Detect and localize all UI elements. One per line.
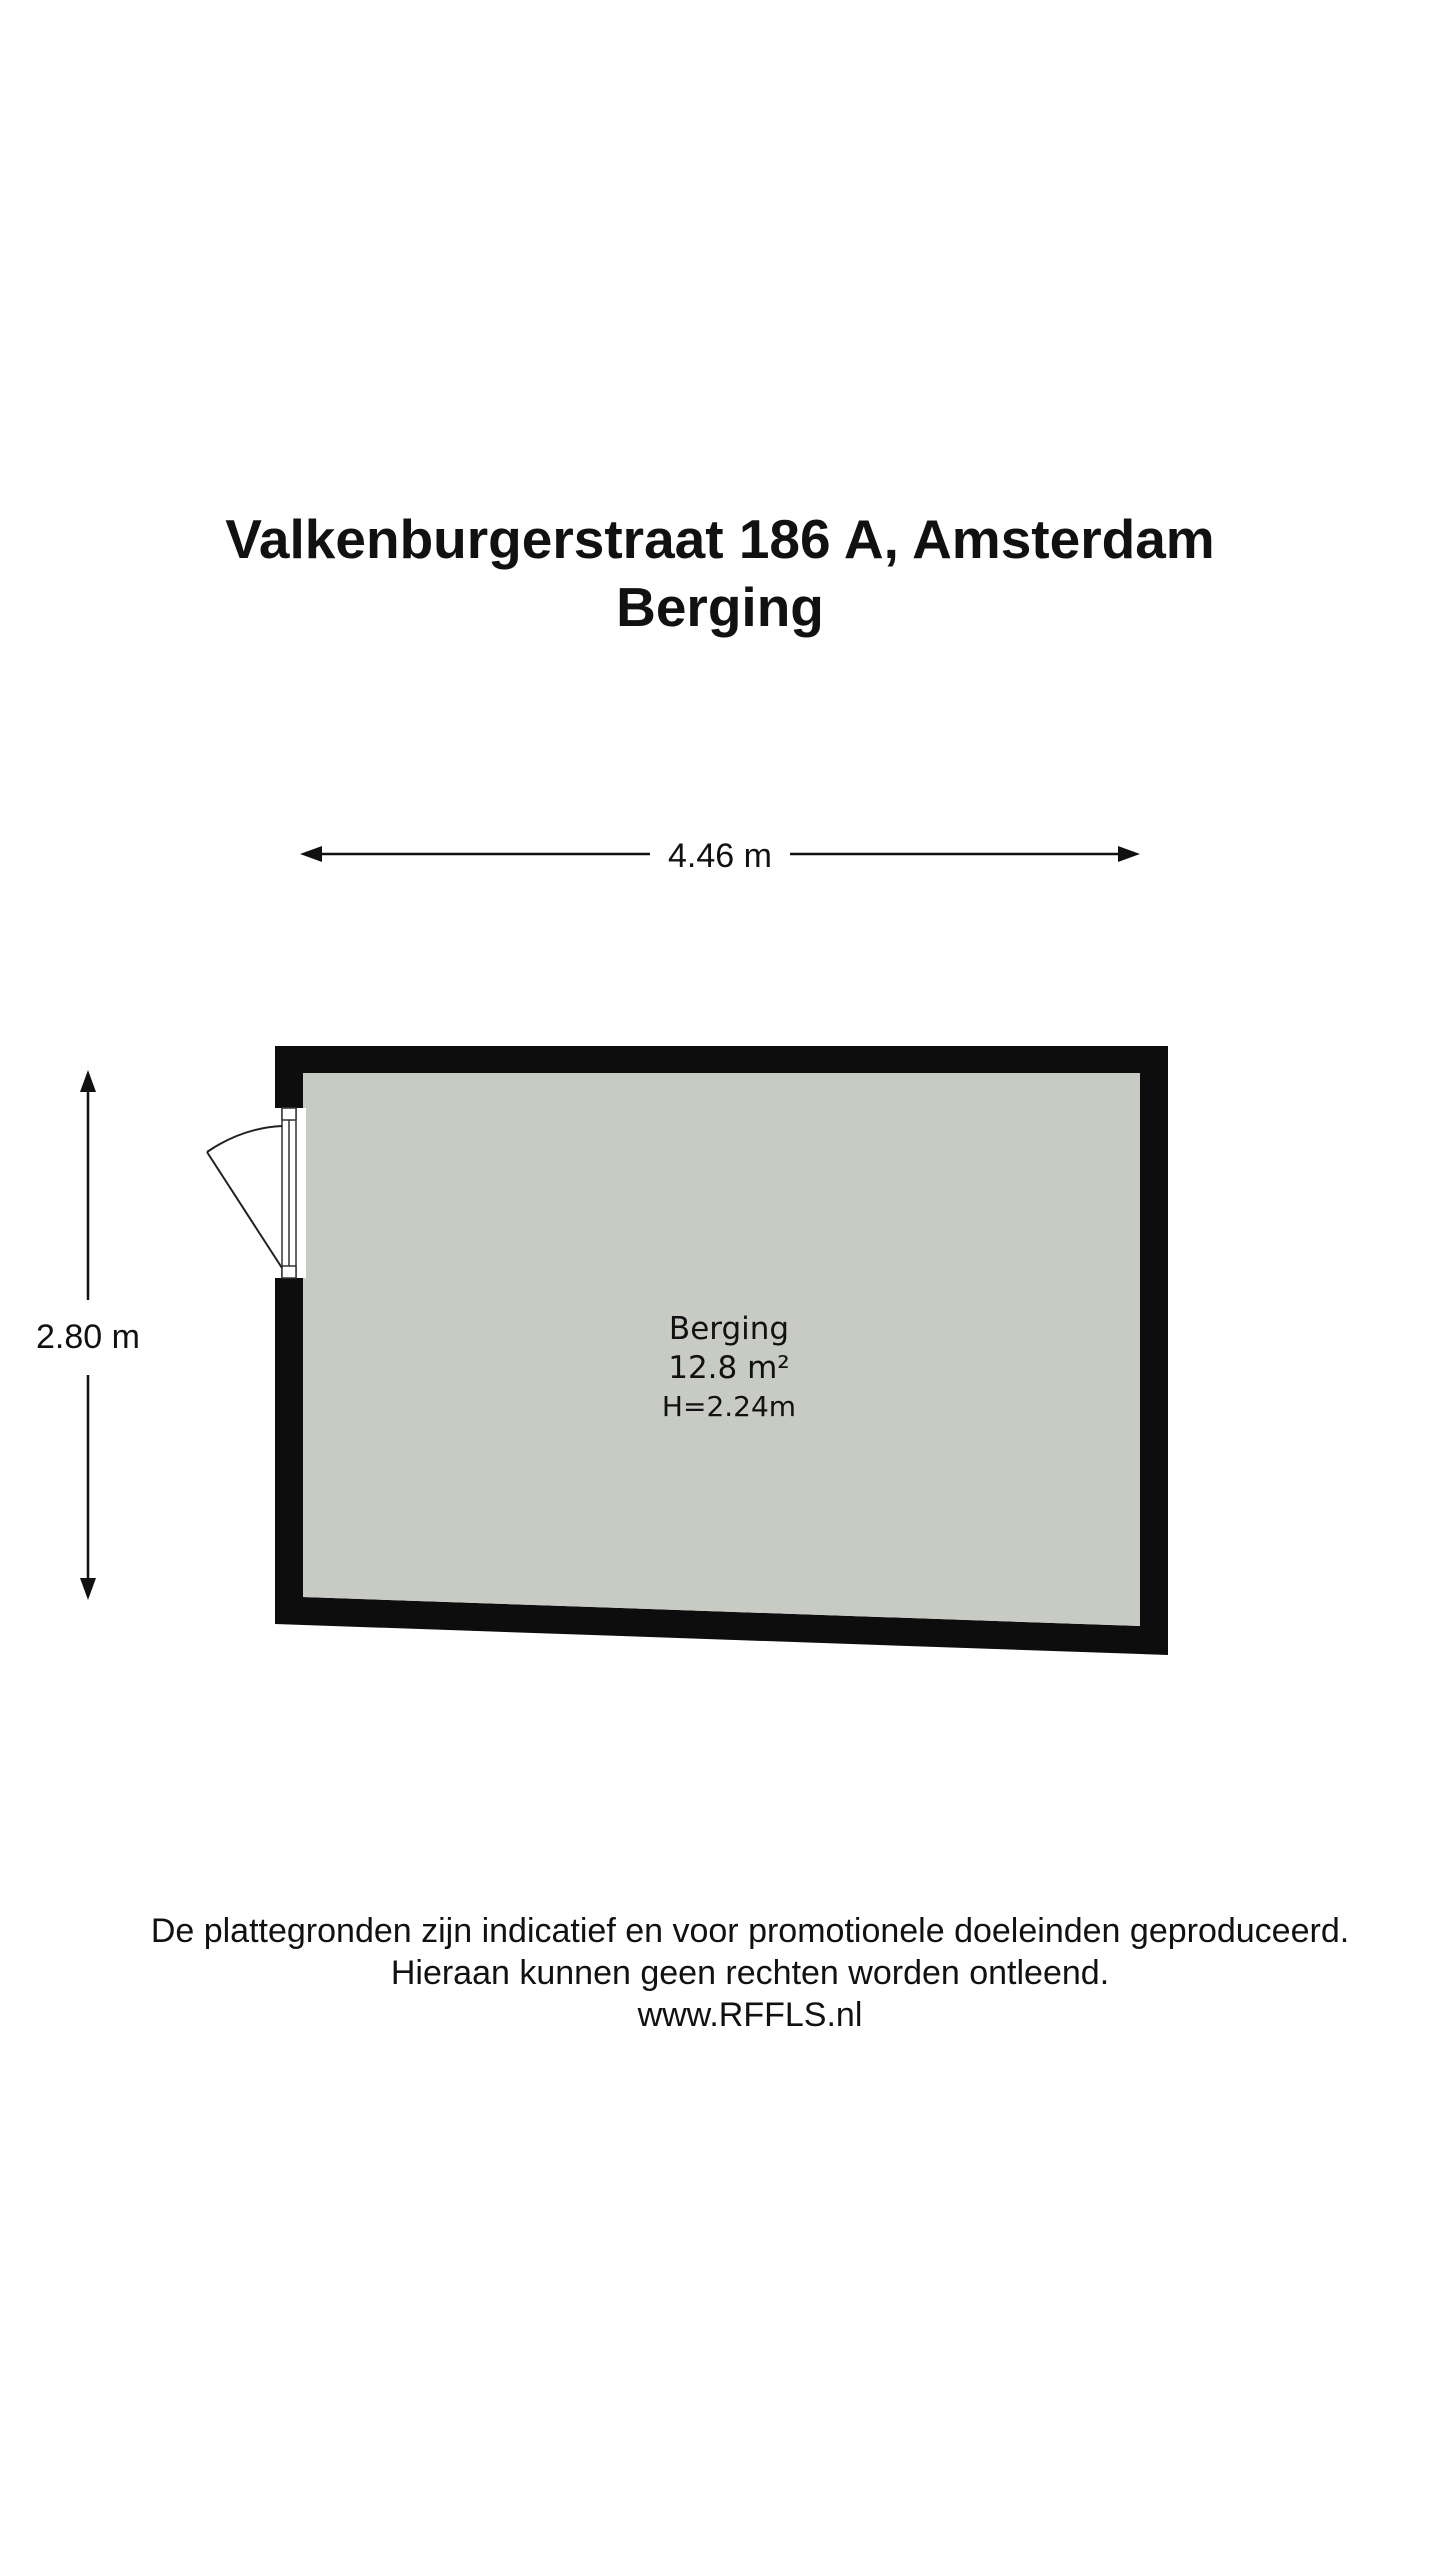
room-name: Berging xyxy=(668,1311,790,1347)
room-berging xyxy=(207,1046,1168,1655)
height-dimension xyxy=(36,1070,140,1600)
height-dimension-label: 2.80 m xyxy=(36,1318,140,1356)
room-area: 12.8 m² xyxy=(668,1350,790,1386)
address-title: Valkenburgerstraat 186 A, Amsterdam xyxy=(225,508,1215,570)
arrow-down-icon xyxy=(80,1578,96,1600)
disclaimer-line-2: Hieraan kunnen geen rechten worden ontleend. xyxy=(390,1954,1110,1992)
width-dimension-label: 4.46 m xyxy=(668,837,772,875)
arrow-left-icon xyxy=(300,846,322,862)
website-text: www.RFFLS.nl xyxy=(637,1996,863,2034)
floor-title: Berging xyxy=(616,576,824,638)
disclaimer xyxy=(0,1910,1440,2036)
disclaimer-line-1: De plattegronden zijn indicatief en voor promotionele doeleinden geproduceerd. xyxy=(150,1912,1350,1950)
door-leaf xyxy=(207,1152,282,1268)
door-jamb-bottom xyxy=(282,1266,296,1278)
room-height: H=2.24m xyxy=(661,1390,797,1423)
arrow-up-icon xyxy=(80,1070,96,1092)
arrow-right-icon xyxy=(1118,846,1140,862)
door-swing-arc xyxy=(207,1126,282,1152)
door-jamb-top xyxy=(282,1108,296,1120)
width-dimension xyxy=(300,837,1140,875)
